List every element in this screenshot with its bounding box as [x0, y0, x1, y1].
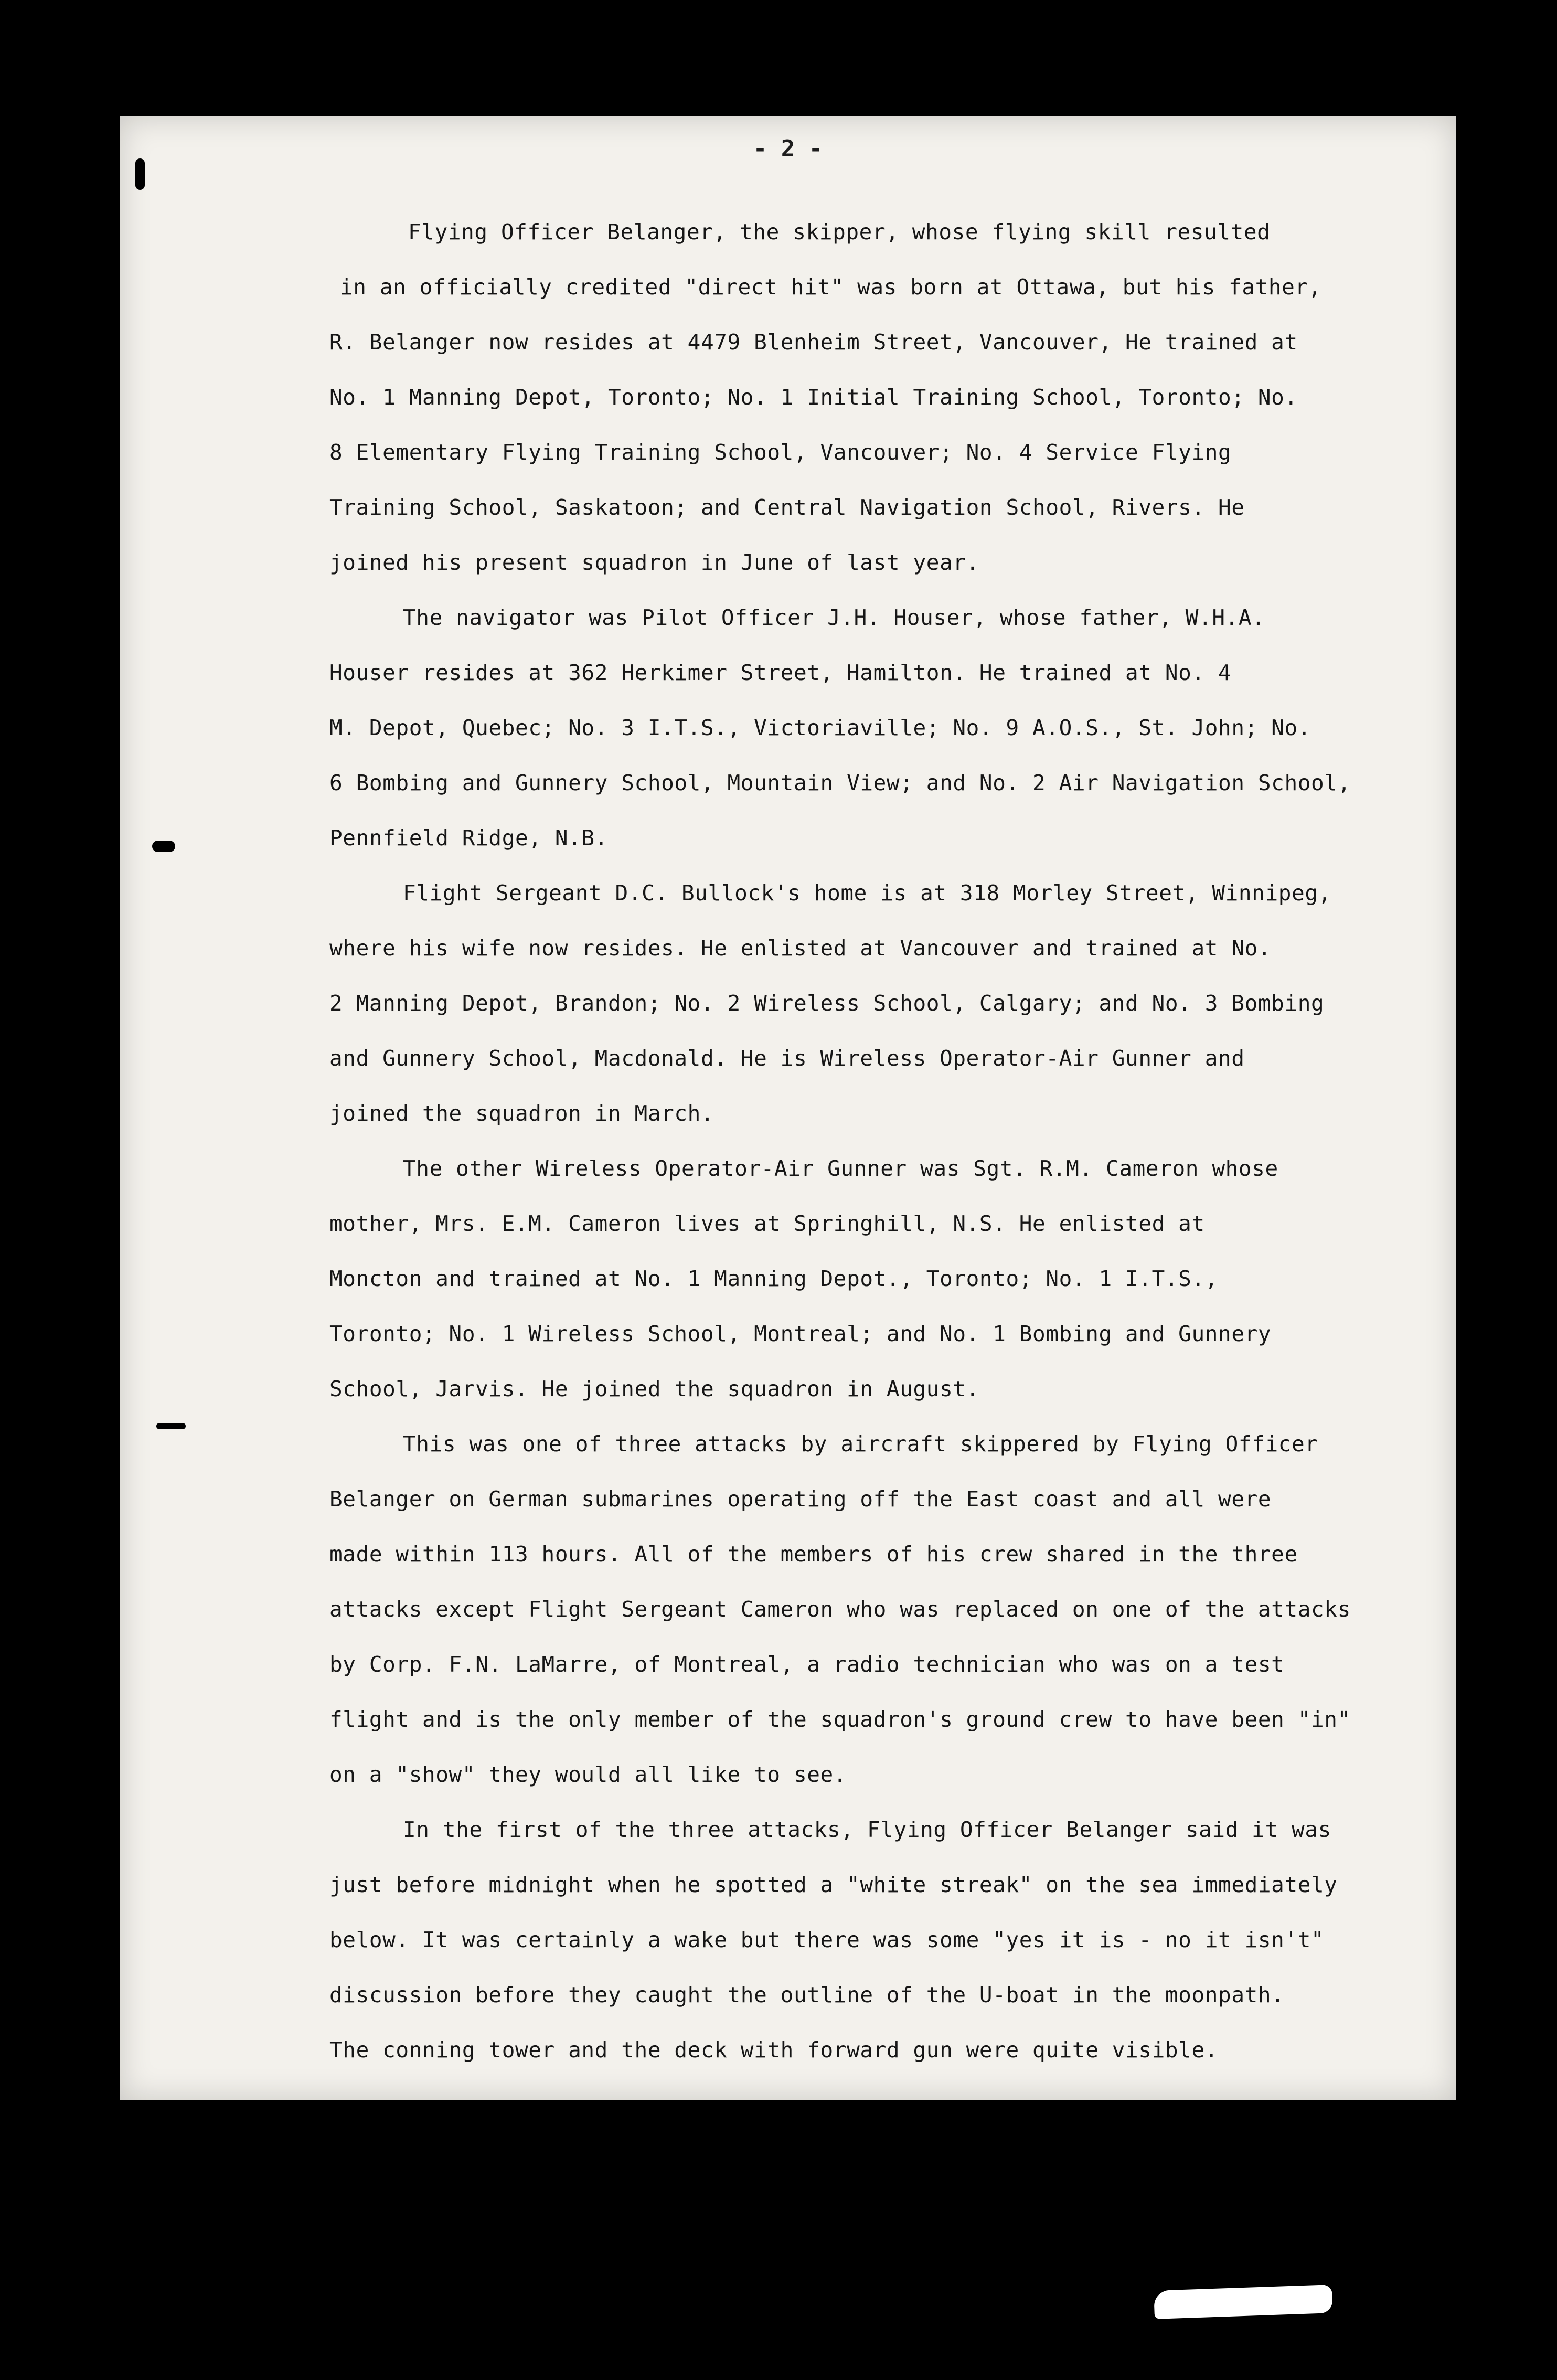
text-line: and Gunnery School, Macdonald. He is Wireless Operator-Air Gunner and: [329, 1046, 1245, 1071]
text-line: No. 1 Manning Depot, Toronto; No. 1 Initial Training School, Toronto; No.: [329, 385, 1298, 410]
paragraph-bullock: [329, 866, 1452, 1141]
text-line: where his wife now resides. He enlisted at Vancouver and trained at No.: [329, 936, 1272, 961]
text-line: 8 Elementary Flying Training School, Vancouver; No. 4 Service Flying: [329, 440, 1232, 465]
text-line: joined his present squadron in June of last year.: [329, 550, 979, 575]
text-line: Flying Officer Belanger, the skipper, whose flying skill resulted: [408, 219, 1271, 245]
scan-smudge: [152, 841, 175, 852]
document-page: [120, 116, 1456, 2100]
text-line: below. It was certainly a wake but there was some "yes it is - no it isn't": [329, 1927, 1325, 1952]
text-line: on a "show" they would all like to see.: [329, 1762, 847, 1787]
text-line: made within 113 hours. All of the members of his crew shared in the three: [329, 1542, 1298, 1567]
page-number: - 2 -: [753, 135, 823, 162]
text-line: The other Wireless Operator-Air Gunner was Sgt. R.M. Cameron whose: [403, 1156, 1278, 1181]
text-line: The conning tower and the deck with forward gun were quite visible.: [329, 2037, 1219, 2063]
text-line: 2 Manning Depot, Brandon; No. 2 Wireless School, Calgary; and No. 3 Bombing: [329, 991, 1325, 1016]
text-line: School, Jarvis. He joined the squadron in August.: [329, 1376, 979, 1401]
scan-smudge: [156, 1423, 186, 1429]
scan-artifact: [1154, 2285, 1333, 2319]
text-line: 6 Bombing and Gunnery School, Mountain View; and No. 2 Air Navigation School,: [329, 770, 1351, 795]
document-body: [329, 205, 1452, 2078]
text-line: joined the squadron in March.: [329, 1101, 714, 1126]
text-line: R. Belanger now resides at 4479 Blenheim Street, Vancouver, He trained at: [329, 330, 1298, 355]
text-line: Flight Sergeant D.C. Bullock's home is at 318 Morley Street, Winnipeg,: [403, 880, 1331, 906]
text-line: discussion before they caught the outline of the U-boat in the moonpath.: [329, 1982, 1285, 2007]
text-line: Training School, Saskatoon; and Central Navigation School, Rivers. He: [329, 495, 1245, 520]
text-line: Toronto; No. 1 Wireless School, Montreal; and No. 1 Bombing and Gunnery: [329, 1321, 1272, 1346]
paragraph-first-attack: [329, 1802, 1452, 2078]
text-line: Moncton and trained at No. 1 Manning Depot., Toronto; No. 1 I.T.S.,: [329, 1266, 1219, 1291]
text-line: flight and is the only member of the squadron's ground crew to have been "in": [329, 1707, 1351, 1732]
text-line: Pennfield Ridge, N.B.: [329, 825, 608, 851]
text-line: mother, Mrs. E.M. Cameron lives at Springhill, N.S. He enlisted at: [329, 1211, 1205, 1236]
text-line: attacks except Flight Sergeant Cameron who was replaced on one of the attacks: [329, 1597, 1351, 1622]
text-line: in an officially credited "direct hit" was born at Ottawa, but his father,: [340, 274, 1322, 300]
text-line: In the first of the three attacks, Flying Officer Belanger said it was: [403, 1817, 1331, 1842]
text-line: Belanger on German submarines operating off the East coast and all were: [329, 1486, 1272, 1512]
paragraph-houser: [329, 590, 1452, 866]
text-line: The navigator was Pilot Officer J.H. Houser, whose father, W.H.A.: [403, 605, 1265, 630]
text-line: by Corp. F.N. LaMarre, of Montreal, a radio technician who was on a test: [329, 1652, 1285, 1677]
scan-smudge: [135, 158, 145, 190]
paragraph-belanger: [329, 205, 1452, 590]
text-line: just before midnight when he spotted a "white streak" on the sea immediately: [329, 1872, 1338, 1897]
text-line: M. Depot, Quebec; No. 3 I.T.S., Victoriaville; No. 9 A.O.S., St. John; No.: [329, 715, 1311, 740]
text-line: Houser resides at 362 Herkimer Street, Hamilton. He trained at No. 4: [329, 660, 1232, 685]
paragraph-three-attacks: [329, 1417, 1452, 1802]
paragraph-cameron: [329, 1141, 1452, 1417]
text-line: This was one of three attacks by aircraft skippered by Flying Officer: [403, 1431, 1318, 1457]
